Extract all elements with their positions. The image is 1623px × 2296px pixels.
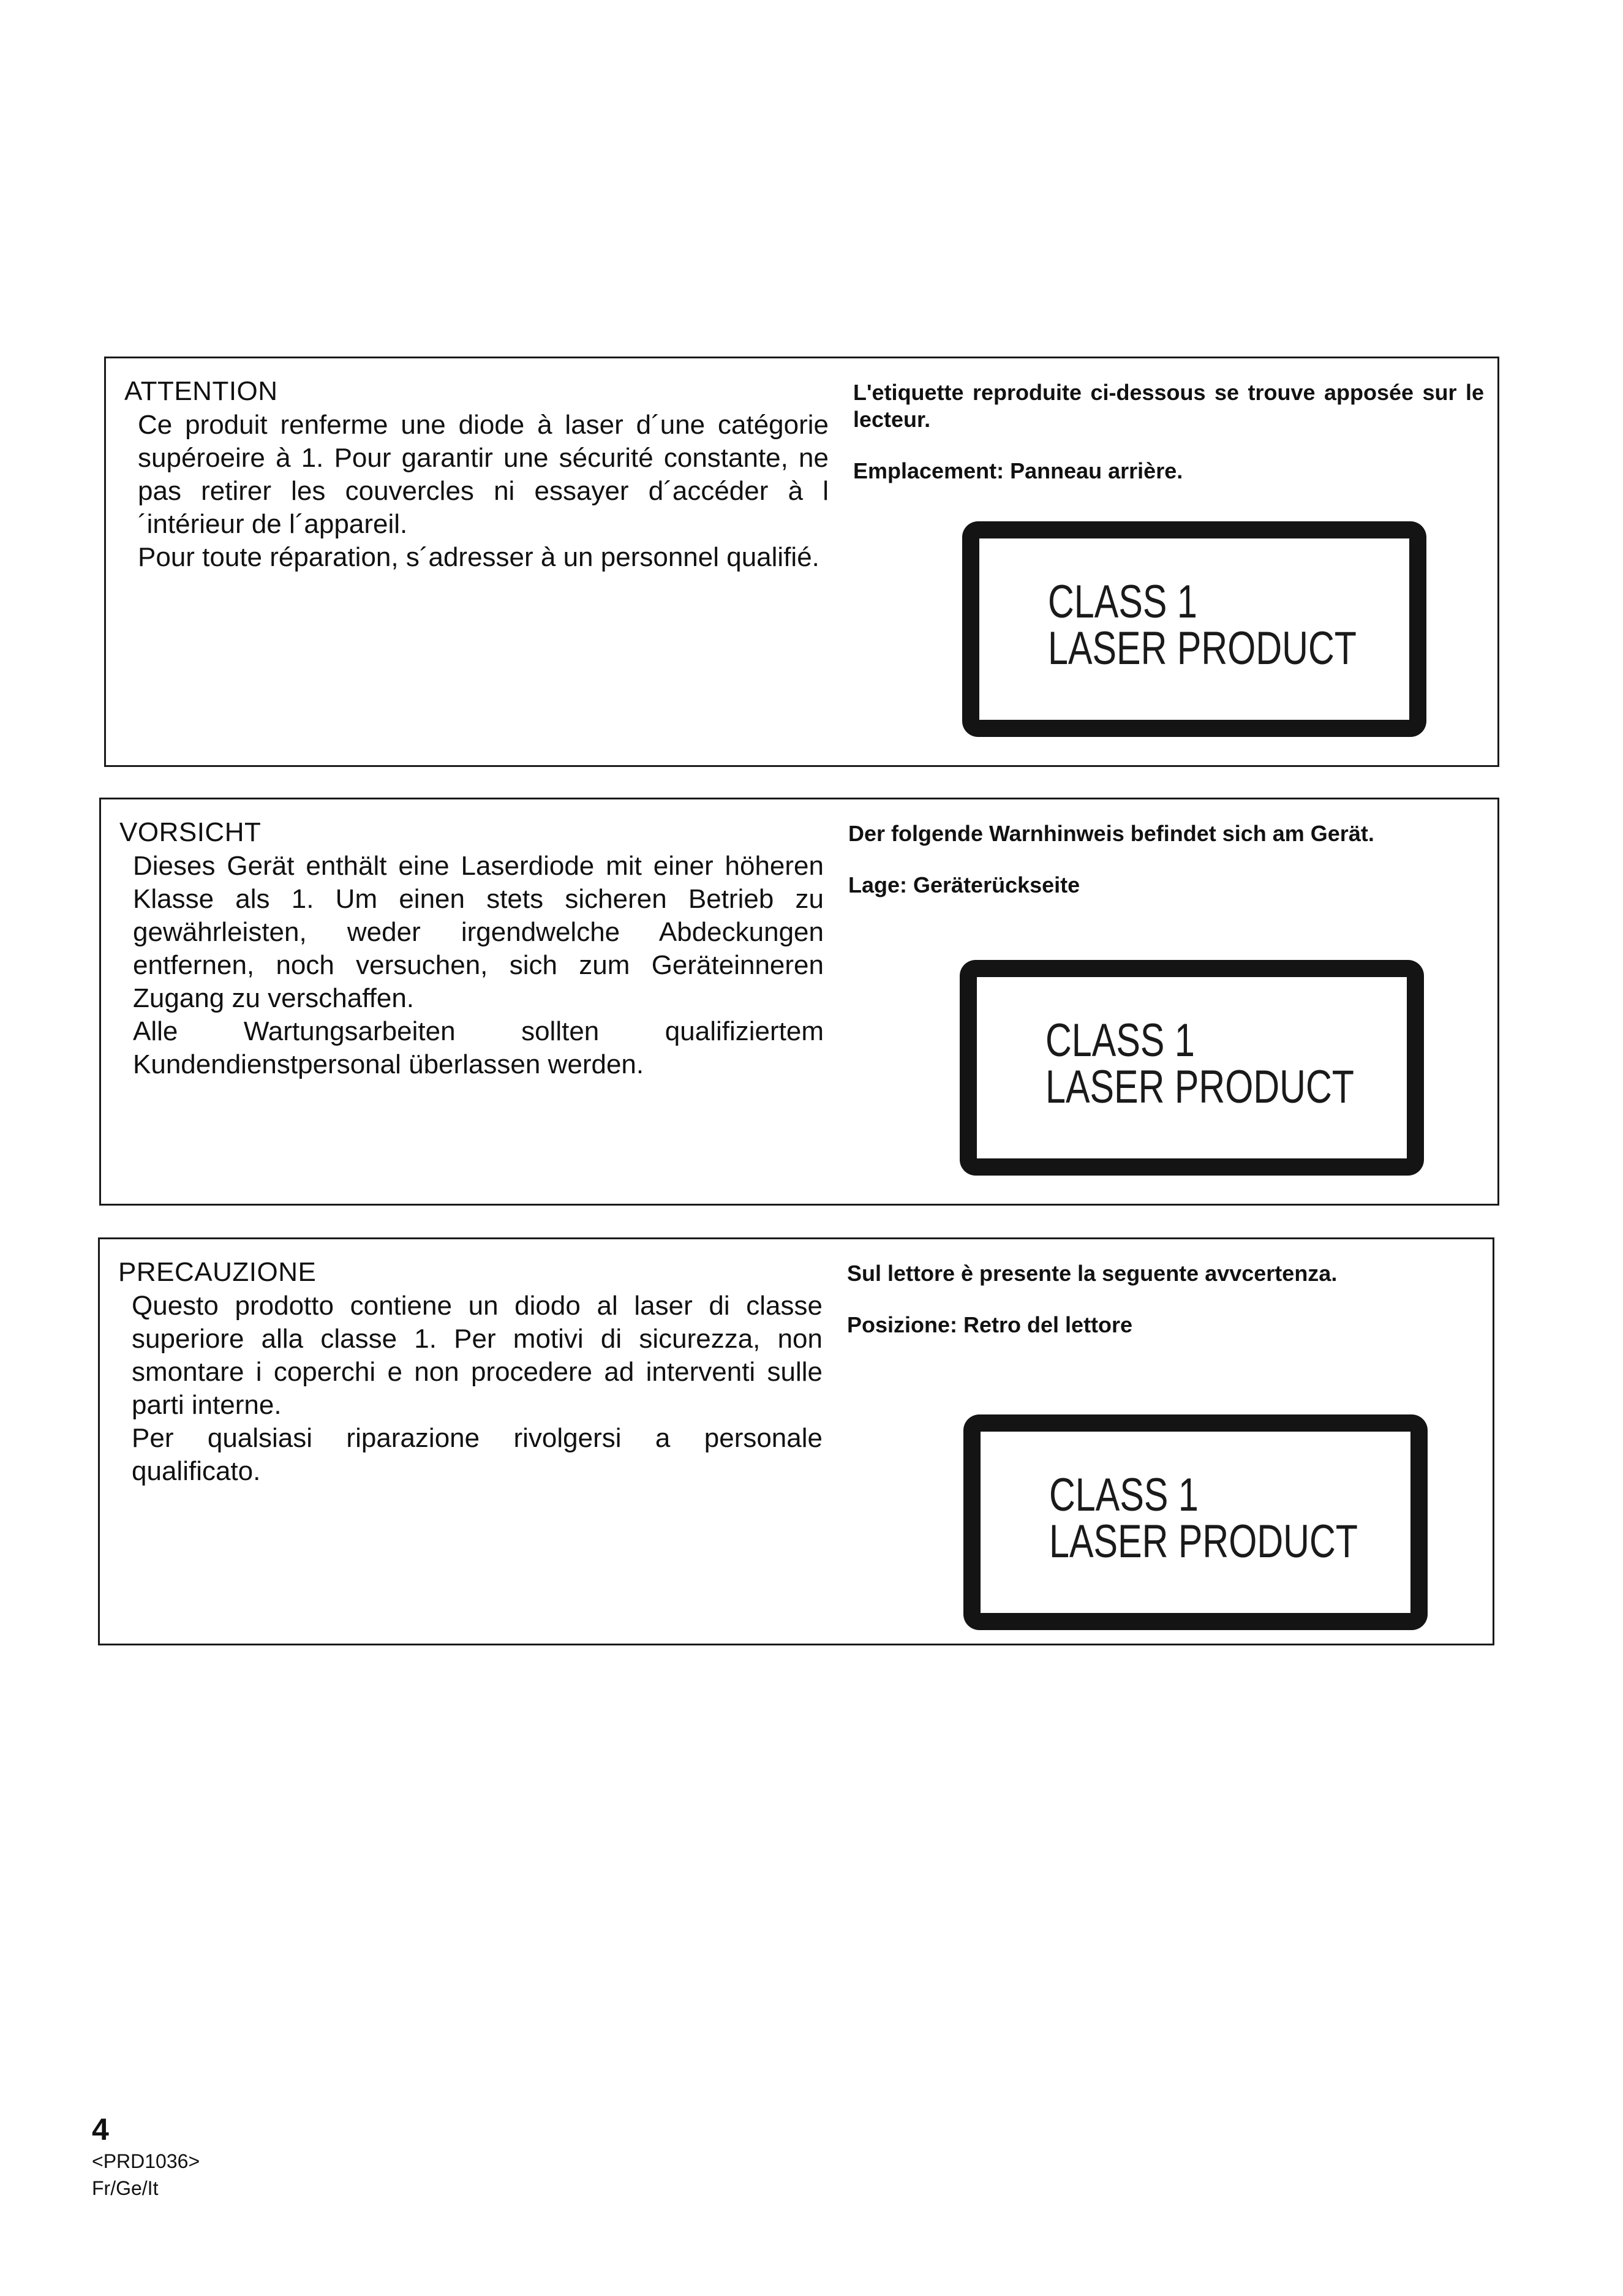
language-codes: Fr/Ge/It <box>92 2177 159 2199</box>
class1-laser-label <box>963 1414 1428 1630</box>
label-note: Der folgende Warnhinweis befindet sich am Gerät. <box>848 821 1374 846</box>
warning-body <box>133 850 824 1081</box>
class1-laser-label <box>962 521 1426 737</box>
warning-body <box>138 409 829 574</box>
warning-title: PRECAUZIONE <box>118 1257 317 1287</box>
warning-paragraph: Pour toute réparation, s´adresser à un personnel qualifié. <box>138 542 819 572</box>
laser-label-line: CLASS 1 <box>1045 1014 1195 1067</box>
label-note: L'etiquette reproduite ci-dessous se trouve apposée sur le lecteur. <box>853 380 1484 432</box>
label-location: Posizione: Retro del lettore <box>847 1312 1133 1337</box>
page-number: 4 <box>92 2112 109 2147</box>
warning-paragraph: Dieses Gerät enthält eine Laserdiode mit einer höheren Klasse als 1. Um einen stets sicheren Betrieb zu gewährleisten, weder irgendwelche Abdeckungen entfernen, noch versuchen, sich zum Geräteinneren Zugang zu verschaffen. <box>133 851 824 1013</box>
label-location: Lage: Geräterückseite <box>848 872 1080 897</box>
page-footer <box>92 2111 200 2202</box>
warning-box-italian <box>98 1237 1494 1645</box>
warning-body <box>132 1290 823 1488</box>
warning-paragraph: Alle Wartungsarbeiten sollten qualifiziertem Kundendienstpersonal überlassen werden. <box>133 1016 824 1079</box>
warning-paragraph: Ce produit renferme une diode à laser d´une catégorie supéroeire à 1. Pour garantir une sécurité constante, ne pas retirer les couvercles ni essayer d´accéder à l´intérieur de l´appareil. <box>138 410 829 539</box>
warning-title: VORSICHT <box>119 817 262 847</box>
laser-label-line: LASER PRODUCT <box>1045 1061 1354 1113</box>
label-info-column <box>847 1260 1478 1339</box>
label-info-column <box>848 820 1479 899</box>
warning-title: ATTENTION <box>124 376 278 406</box>
warning-text-column <box>124 374 829 574</box>
warning-paragraph: Questo prodotto contiene un diodo al laser di classe superiore alla classe 1. Per motivi di sicurezza, non smontare i coperchi e non procedere ad interventi sulle parti interne. <box>132 1291 823 1420</box>
laser-label-text <box>1049 1469 1358 1568</box>
laser-label-line: CLASS 1 <box>1049 1469 1199 1521</box>
laser-label-line: CLASS 1 <box>1048 576 1197 628</box>
document-code: <PRD1036> <box>92 2150 200 2172</box>
warning-text-column <box>119 815 824 1081</box>
warning-paragraph: Per qualsiasi riparazione rivolgersi a personale qualificato. <box>132 1423 823 1486</box>
laser-label-line: LASER PRODUCT <box>1049 1516 1358 1568</box>
class1-laser-label <box>960 960 1424 1176</box>
warning-text-column <box>118 1255 823 1488</box>
laser-label-line: LASER PRODUCT <box>1048 622 1357 674</box>
laser-label-text <box>1045 1014 1354 1113</box>
warning-box-french <box>104 357 1499 767</box>
label-location: Emplacement: Panneau arrière. <box>853 458 1183 483</box>
label-info-column <box>853 379 1484 485</box>
label-note: Sul lettore è presente la seguente avvcertenza. <box>847 1261 1338 1286</box>
laser-label-text <box>1048 576 1357 674</box>
warning-box-german <box>99 798 1499 1206</box>
